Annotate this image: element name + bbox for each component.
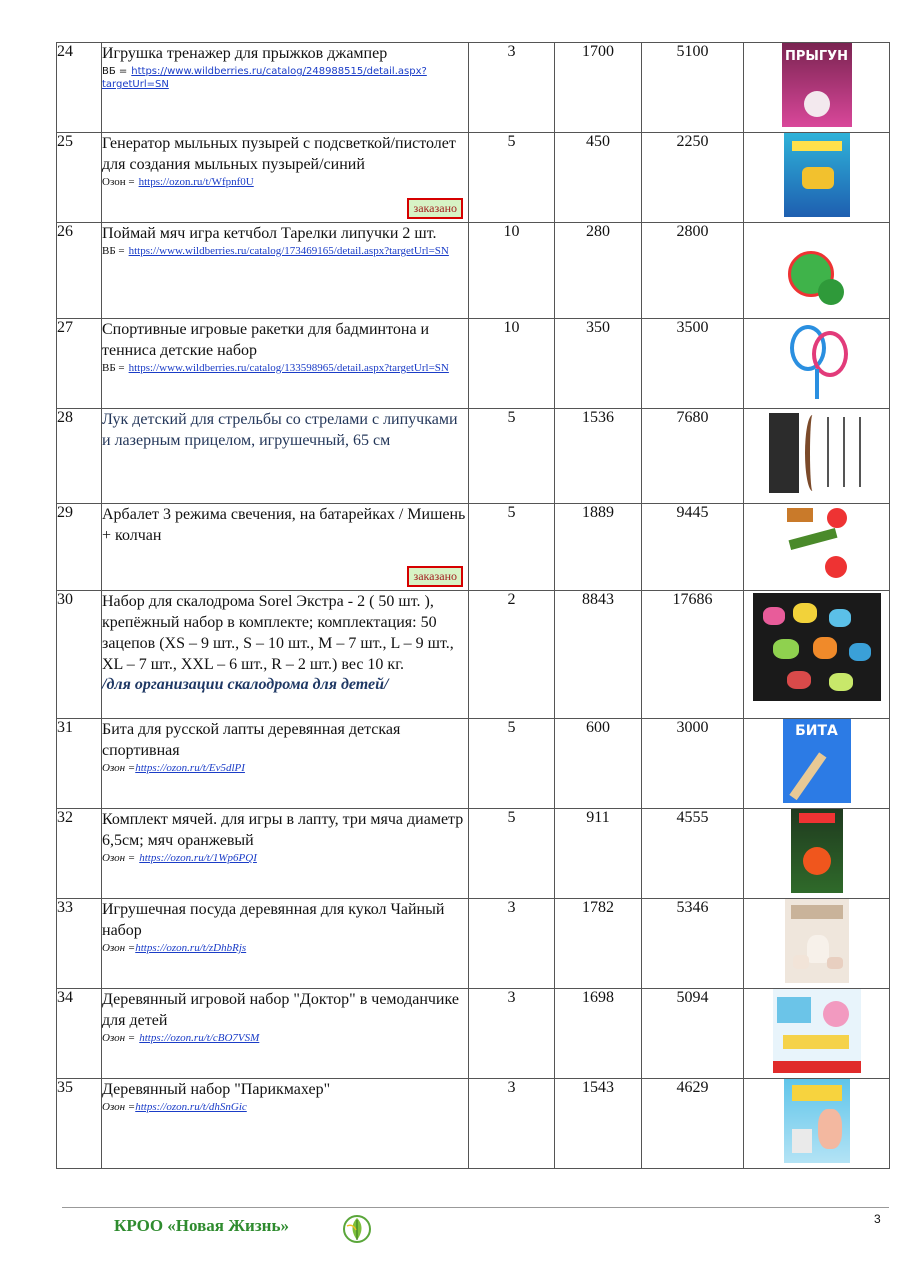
item-link-line <box>102 245 468 258</box>
table-row <box>57 1079 890 1169</box>
item-name: Поймай мяч игра кетчбол Тарелки липучки 2 шт. <box>102 225 437 242</box>
row-number: 27 <box>57 319 102 409</box>
link-prefix: ВБ = <box>102 362 125 374</box>
item-link[interactable]: https://ozon.ru/t/1Wp6PQI <box>139 852 257 864</box>
item-image-cell <box>744 989 890 1079</box>
quantity: 3 <box>469 989 555 1079</box>
item-name: Игрушечная посуда деревянная для кукол Чайный набор <box>102 901 445 939</box>
product-image <box>773 989 861 1073</box>
product-image <box>753 593 881 701</box>
item-name-cell <box>102 133 469 223</box>
price: 1700 <box>555 43 642 133</box>
quantity: 5 <box>469 719 555 809</box>
item-name-cell <box>102 591 469 719</box>
product-image-caption: ПРЫГУН <box>784 49 849 64</box>
quantity: 2 <box>469 591 555 719</box>
product-image <box>782 223 852 313</box>
item-image-cell <box>744 591 890 719</box>
item-link[interactable]: https://ozon.ru/t/Wfpnf0U <box>138 176 254 188</box>
item-name: Арбалет 3 режима свечения, на батарейках / Мишень + колчан <box>102 506 466 544</box>
item-image-cell <box>744 504 890 591</box>
price: 350 <box>555 319 642 409</box>
quantity: 3 <box>469 1079 555 1169</box>
item-image-cell <box>744 133 890 223</box>
product-image <box>765 409 869 497</box>
item-name: Лук детский для стрельбы со стрелами с липучками и лазерным прицелом, игрушечный, 65 см <box>102 411 458 449</box>
item-name-cell <box>102 809 469 899</box>
price: 450 <box>555 133 642 223</box>
total: 9445 <box>642 504 744 591</box>
table-row <box>57 989 890 1079</box>
item-name-cell <box>102 989 469 1079</box>
item-link-line <box>102 762 468 775</box>
link-prefix: Озон = <box>102 1101 136 1113</box>
table-row <box>57 409 890 504</box>
item-name: Генератор мыльных пузырей с подсветкой/пистолет для создания мыльных пузырей/синий <box>102 135 456 173</box>
quantity: 10 <box>469 223 555 319</box>
row-number: 31 <box>57 719 102 809</box>
item-image-cell <box>744 43 890 133</box>
total: 5346 <box>642 899 744 989</box>
table-row <box>57 504 890 591</box>
product-image <box>783 719 851 803</box>
price: 1698 <box>555 989 642 1079</box>
row-number: 34 <box>57 989 102 1079</box>
item-image-cell <box>744 319 890 409</box>
items-table <box>56 42 890 1169</box>
quantity: 5 <box>469 504 555 591</box>
item-link[interactable]: https://ozon.ru/t/Ev5dlPI <box>135 762 245 774</box>
item-name-cell <box>102 223 469 319</box>
table-row <box>57 809 890 899</box>
price: 1889 <box>555 504 642 591</box>
link-prefix: ВБ = <box>102 245 125 257</box>
row-number: 32 <box>57 809 102 899</box>
link-prefix: Озон = <box>102 942 136 954</box>
item-link-line <box>102 1032 468 1045</box>
table-row <box>57 133 890 223</box>
item-name: Бита для русской лапты деревянная детская спортивная <box>102 721 401 759</box>
row-number: 28 <box>57 409 102 504</box>
price: 1782 <box>555 899 642 989</box>
item-name: Игрушка тренажер для прыжков джампер <box>102 45 388 62</box>
price: 600 <box>555 719 642 809</box>
item-name: Деревянный игровой набор "Доктор" в чемоданчике для детей <box>102 991 459 1029</box>
product-image <box>791 809 843 893</box>
item-link[interactable]: https://www.wildberries.ru/catalog/173469165/detail.aspx?targetUrl=SN <box>128 245 449 257</box>
product-image <box>784 1079 850 1163</box>
row-number: 33 <box>57 899 102 989</box>
item-link-line <box>102 852 468 865</box>
price: 1543 <box>555 1079 642 1169</box>
product-image <box>782 43 852 127</box>
item-name-cell <box>102 504 469 591</box>
product-image <box>781 504 853 584</box>
link-prefix: Озон = <box>102 176 135 188</box>
item-name-cell <box>102 319 469 409</box>
row-number: 35 <box>57 1079 102 1169</box>
item-name-cell <box>102 899 469 989</box>
item-link-line <box>102 942 468 955</box>
total: 3500 <box>642 319 744 409</box>
row-number: 26 <box>57 223 102 319</box>
link-prefix: Озон = <box>102 762 136 774</box>
total: 5100 <box>642 43 744 133</box>
row-number: 29 <box>57 504 102 591</box>
product-image <box>785 899 849 983</box>
link-prefix: Озон = <box>102 1032 136 1044</box>
quantity: 5 <box>469 133 555 223</box>
product-image <box>782 319 852 403</box>
product-image-caption: БИТА <box>795 723 838 739</box>
total: 2250 <box>642 133 744 223</box>
price: 911 <box>555 809 642 899</box>
item-link[interactable]: https://www.wildberries.ru/catalog/248988515/detail.aspx?targetUrl=SN <box>102 66 427 90</box>
item-link[interactable]: https://ozon.ru/t/cBO7VSM <box>139 1032 260 1044</box>
price: 280 <box>555 223 642 319</box>
item-link-line <box>102 176 468 189</box>
table-row <box>57 899 890 989</box>
quantity: 3 <box>469 43 555 133</box>
item-image-cell <box>744 409 890 504</box>
item-image-cell <box>744 899 890 989</box>
leaf-logo-icon <box>341 1212 373 1244</box>
quantity: 3 <box>469 899 555 989</box>
row-number: 24 <box>57 43 102 133</box>
ordered-stamp: заказано <box>407 198 463 219</box>
price: 1536 <box>555 409 642 504</box>
price: 8843 <box>555 591 642 719</box>
table-row <box>57 223 890 319</box>
organization-name: КРОО «Новая Жизнь» <box>114 1216 289 1235</box>
item-name-cell <box>102 43 469 133</box>
footer-divider <box>62 1207 889 1208</box>
item-link[interactable]: https://ozon.ru/t/dhSnGic <box>135 1101 247 1113</box>
item-name: Деревянный набор "Парикмахер" <box>102 1081 331 1098</box>
total: 4555 <box>642 809 744 899</box>
row-number: 25 <box>57 133 102 223</box>
item-note: /для организации скалодрома для детей/ <box>102 676 389 693</box>
row-number: 30 <box>57 591 102 719</box>
total: 17686 <box>642 591 744 719</box>
item-name-cell <box>102 409 469 504</box>
ordered-stamp: заказано <box>407 566 463 587</box>
product-image <box>784 133 850 217</box>
item-link[interactable]: https://www.wildberries.ru/catalog/133598965/detail.aspx?targetUrl=SN <box>128 362 449 374</box>
item-link-line <box>102 65 468 91</box>
item-name-cell <box>102 1079 469 1169</box>
item-name-cell <box>102 719 469 809</box>
total: 7680 <box>642 409 744 504</box>
page-number: 3 <box>874 1212 881 1226</box>
item-link-line <box>102 1101 468 1114</box>
table-row <box>57 43 890 133</box>
item-name: Спортивные игровые ракетки для бадминтона и тенниса детские набор <box>102 321 430 359</box>
table-row <box>57 319 890 409</box>
total: 3000 <box>642 719 744 809</box>
link-prefix: ВБ = <box>102 66 128 77</box>
item-image-cell <box>744 223 890 319</box>
item-image-cell <box>744 719 890 809</box>
item-name: Набор для скалодрома Sorel Экстра - 2 ( 50 шт. ), крепёжный набор в комплекте; комплектация: 50 зацепов (XS – 9 шт., S – 10 шт., M – 7 шт., L – 9 шт., XL – 7 шт., XXL – 6 шт., R – 2 шт.) вес 10 кг. <box>102 593 454 673</box>
item-name: Комплект мячей. для игры в лапту, три мяча диаметр 6,5см; мяч оранжевый <box>102 811 464 849</box>
total: 2800 <box>642 223 744 319</box>
quantity: 5 <box>469 409 555 504</box>
link-prefix: Озон = <box>102 852 136 864</box>
quantity: 5 <box>469 809 555 899</box>
item-link[interactable]: https://ozon.ru/t/zDhbRjs <box>135 942 247 954</box>
item-image-cell <box>744 809 890 899</box>
table-row <box>57 591 890 719</box>
total: 4629 <box>642 1079 744 1169</box>
quantity: 10 <box>469 319 555 409</box>
item-link-line <box>102 362 468 375</box>
total: 5094 <box>642 989 744 1079</box>
item-image-cell <box>744 1079 890 1169</box>
table-row <box>57 719 890 809</box>
